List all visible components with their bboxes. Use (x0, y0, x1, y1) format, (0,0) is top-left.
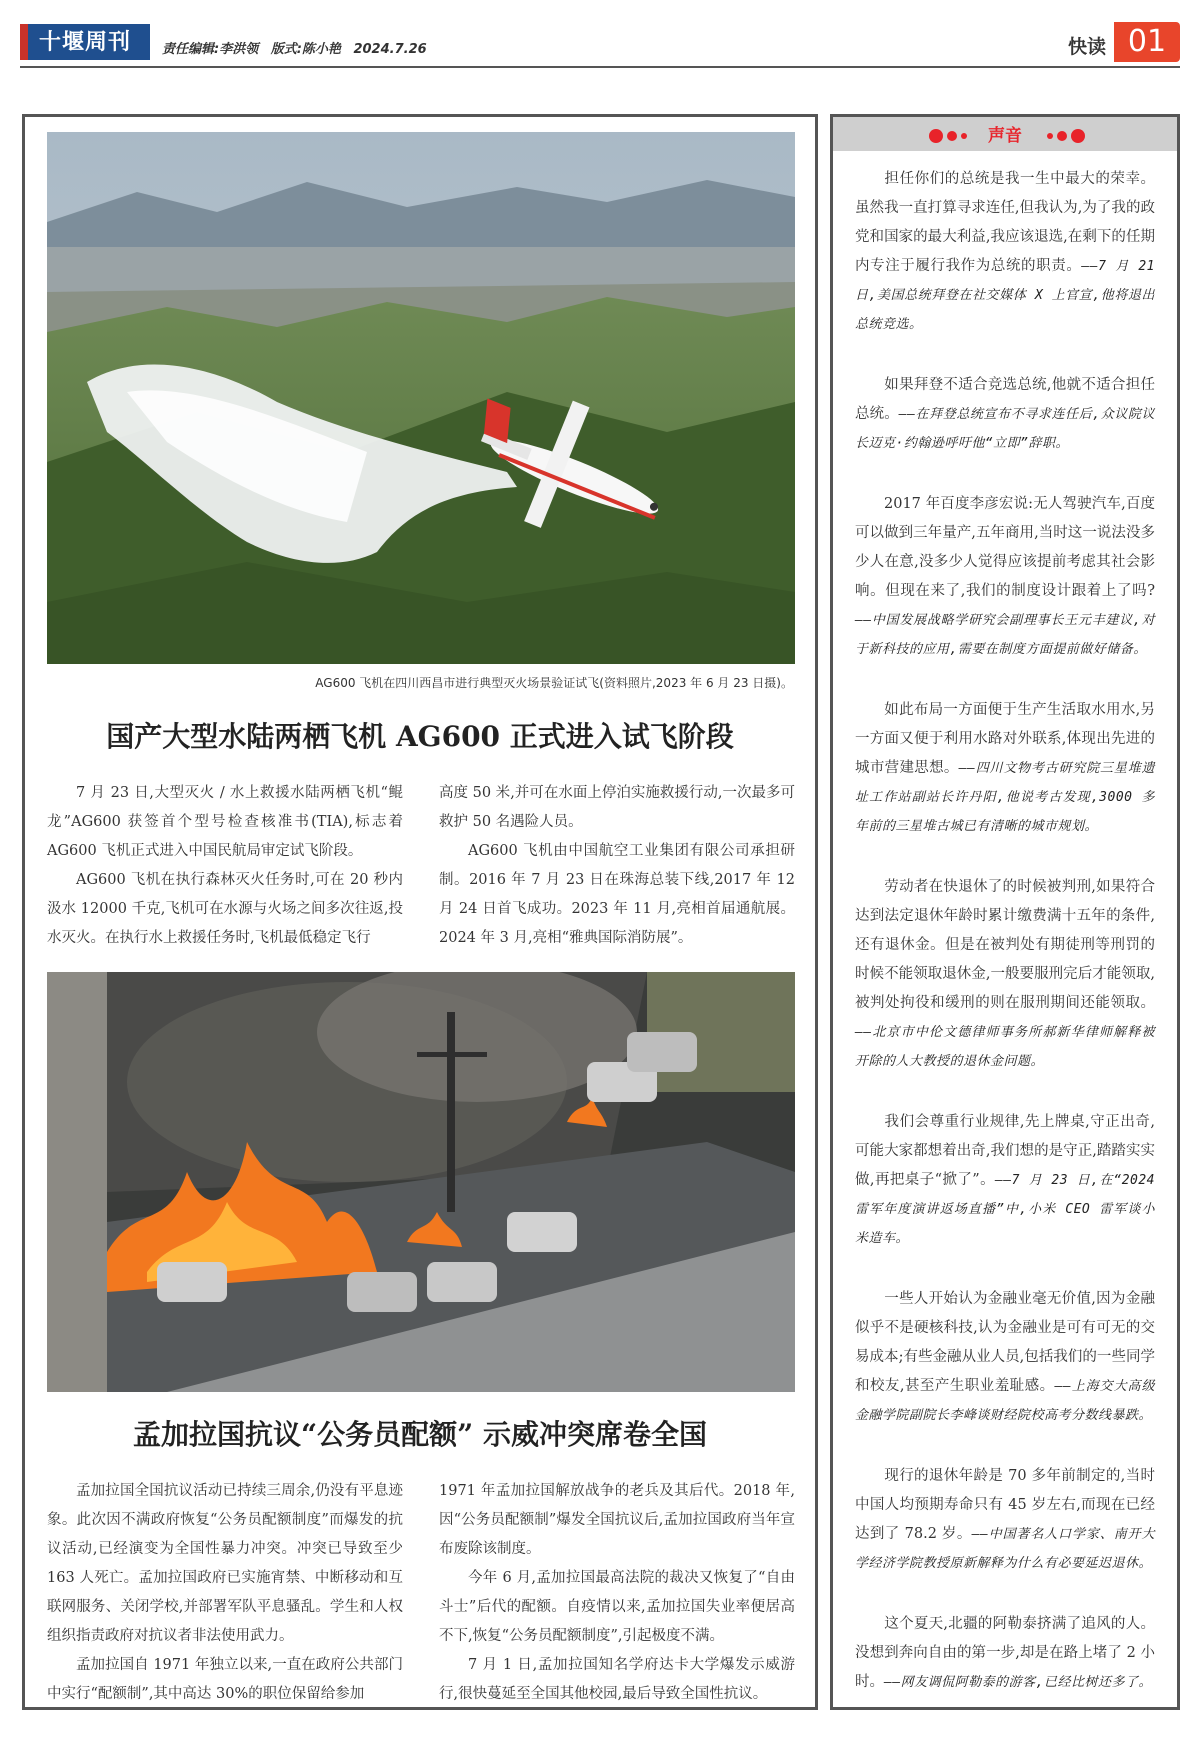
quote-item: 如果拜登不适合竞选总统,他就不适合担任总统。——在拜登总统宣布不寻求连任后,众议院议长迈克·约翰逊呼吁他“立即”辞职。 (855, 377, 1156, 451)
story-column (439, 1477, 795, 1709)
headline-ag600: 国产大型水陆两栖飞机 AG600 正式进入试飞阶段 (106, 720, 734, 753)
paragraph: 7 月 23 日,大型灭火 / 水上救援水陆两栖飞机“鲲龙”AG600 获签首个型号检查核准书(TIA),标志着 AG600 飞机正式进入中国民航局审定试飞阶段。 (47, 785, 403, 859)
paragraph: 7 月 1 日,孟加拉国知名学府达卡大学爆发示威游行,很快蔓延至全国其他校园,最后导致全国性抗议。 (439, 1657, 795, 1702)
page-number: 01 (1114, 22, 1180, 62)
page-header (20, 22, 1180, 66)
ag600-photo-illustration (47, 132, 795, 664)
story-ag600-body (47, 779, 795, 953)
newspaper-logo: 十堰周刊 (20, 24, 150, 60)
quote-source: ——网友调侃阿勒泰的游客,已经比树还多了。 (884, 1675, 1152, 1690)
editor-credit: 责任编辑:李洪领 (162, 42, 259, 57)
story-column (47, 1477, 403, 1709)
sidebar-title: 声音 (988, 126, 1022, 146)
quote-item: 我们会尊重行业规律,先上牌桌,守正出奇,可能大家都想着出奇,我们想的是守正,踏踏实实做,再把桌子“掀了”。——7 月 23 日,在“2024 雷军年度演讲返场直播”中,小米 CEO 雷军谈小米造车。 (855, 1114, 1155, 1246)
layout-credit: 版式:陈小艳 (270, 42, 341, 57)
paragraph: AG600 飞机在执行森林灭火任务时,可在 20 秒内汲水 12000 千克,飞机可在水源与火场之间多次往返,投水灭火。在执行水上救援任务时,飞机最低稳定飞行 (47, 872, 403, 946)
quote-item: 一些人开始认为金融业毫无价值,因为金融似乎不是硬核科技,认为金融业是可有可无的交易成本;有些金融从业人员,包括我们的一些同学和校友,甚至产生职业羞耻感。——上海交大高级金融学院副院长李峰谈财经院校高考分数线暴跌。 (855, 1291, 1156, 1423)
dots-right-icon (1045, 125, 1087, 144)
quote-item: 2017 年百度李彦宏说:无人驾驶汽车,百度可以做到三年量产,五年商用,当时这一说法没多少人在意,没多少人觉得应该提前考虑其社会影响。但现在来了,我们的制度设计跟着上了吗?——中国发展战略学研究会副理事长王元丰建议,对于新科技的应用,需要在制度方面提前做好储备。 (855, 496, 1155, 657)
quote-item: 这个夏天,北疆的阿勒泰挤满了追风的人。没想到奔向自由的第一步,却是在路上堵了 2 小时。——网友调侃阿勒泰的游客,已经比树还多了。 (855, 1616, 1155, 1690)
quote-list (855, 165, 1155, 1729)
paragraph: 高度 50 米,并可在水面上停泊实施救援行动,一次最多可救护 50 名遇险人员。 (439, 785, 795, 830)
paragraph: 孟加拉国自 1971 年独立以来,一直在政府公共部门中实行“配额制”,其中高达 30%的职位保留给参加 (47, 1657, 403, 1702)
quote-source: ——北京市中伦文德律师事务所郝新华律师解释被开除的人大教授的退休金问题。 (855, 1025, 1155, 1069)
paragraph: AG600 飞机由中国航空工业集团有限公司承担研制。2016 年 7 月 23 日在珠海总装下线,2017 年 12 月 24 日首飞成功。2023 年 11 月,亮相首届通航展。2024 年 3 月,亮相“雅典国际消防展”。 (439, 843, 795, 946)
story-column (47, 779, 403, 953)
quote-source: ——上海交大高级金融学院副院长李峰谈财经院校高考分数线暴跌。 (855, 1379, 1156, 1423)
photo-caption: AG600 飞机在四川西昌市进行典型灭火场景验证试飞(资料照片,2023 年 6 月 23 日摄)。 (315, 676, 793, 690)
paragraph: 1971 年孟加拉国解放战争的老兵及其后代。2018 年,因“公务员配额制”爆发全国抗议后,孟加拉国政府当年宣布废除该制度。 (439, 1483, 795, 1557)
quote-source: ——在拜登总统宣布不寻求连任后,众议院议长迈克·约翰逊呼吁他“立即”辞职。 (855, 407, 1156, 451)
quote-source: ——四川文物考古研究院三星堆遗址工作站副站长许丹阳,他说考古发现,3000 多年前的三星堆古城已有清晰的城市规划。 (855, 761, 1156, 834)
quote-source: ——7 月 21 日,美国总统拜登在社交媒体 X 上官宣,他将退出总统竞选。 (855, 259, 1155, 332)
quote-item: 如此布局一方面便于生产生活取水用水,另一方面又便于利用水路对外联系,体现出先进的城市营建思想。——四川文物考古研究院三星堆遗址工作站副站长许丹阳,他说考古发现,3000 多年前的三星堆古城已有清晰的城市规划。 (855, 702, 1156, 834)
headline-bangladesh: 孟加拉国抗议“公务员配额” 示威冲突席卷全国 (133, 1418, 707, 1451)
story-column (439, 779, 795, 953)
quote-source: ——中国发展战略学研究会副理事长王元丰建议,对于新科技的应用,需要在制度方面提前做好储备。 (855, 613, 1155, 657)
paragraph: 今年 6 月,孟加拉国最高法院的裁决又恢复了“自由斗士”后代的配额。自疫情以来,孟加拉国失业率便居高不下,恢复“公务员配额制度”,引起极度不满。 (439, 1570, 795, 1644)
sidebar-header (833, 117, 1177, 151)
section-name: 快读 (1067, 36, 1106, 58)
ag600-photo (47, 132, 795, 664)
editorial-credits (162, 38, 435, 57)
story-bangladesh-body (47, 1477, 795, 1709)
issue-date: 2024.7.26 (353, 42, 427, 57)
quote-item: 担任你们的总统是我一生中最大的荣幸。虽然我一直打算寻求连任,但我认为,为了我的政党和国家的最大利益,我应该退选,在剩下的任期内专注于履行我作为总统的职责。——7 月 21 日,美国总统拜登在社交媒体 X 上官宣,他将退出总统竞选。 (855, 171, 1155, 332)
quote-item: 现行的退休年龄是 70 多年前制定的,当时中国人均预期寿命只有 45 岁左右,而现在已经达到了 78.2 岁。——中国著名人口学家、南开大学经济学院教授原新解释为什么有必要延迟退休。 (855, 1468, 1155, 1571)
main-stories (22, 114, 818, 1710)
quote-source: ——7 月 23 日,在“2024 雷军年度演讲返场直播”中,小米 CEO 雷军谈小米造车。 (855, 1173, 1155, 1246)
voices-sidebar (830, 114, 1180, 1710)
quote-source: ——中国著名人口学家、南开大学经济学院教授原新解释为什么有必要延迟退休。 (855, 1527, 1155, 1571)
paragraph: 孟加拉国全国抗议活动已持续三周余,仍没有平息迹象。此次因不满政府恢复“公务员配额制度”而爆发的抗议活动,已经演变为全国性暴力冲突。冲突已导致至少 163 人死亡。孟加拉国政府已实施宵禁、中断移动和互联网服务、关闭学校,并部署军队平息骚乱。学生和人权组织指责政府对抗议者非法使用武力。 (47, 1483, 403, 1644)
protest-fire-photo-illustration (47, 972, 795, 1392)
protest-fire-photo (47, 972, 795, 1392)
quote-item: 劳动者在快退休了的时候被判刑,如果符合达到法定退休年龄时累计缴费满十五年的条件,还有退休金。但是在被判处有期徒刑等刑罚的时候不能领取退休金,一般要服刑完后才能领取,被判处拘役和缓刑的则在服刑期间还能领取。——北京市中伦文德律师事务所郝新华律师解释被开除的人大教授的退休金问题。 (855, 879, 1155, 1069)
header-rule (20, 66, 1180, 68)
